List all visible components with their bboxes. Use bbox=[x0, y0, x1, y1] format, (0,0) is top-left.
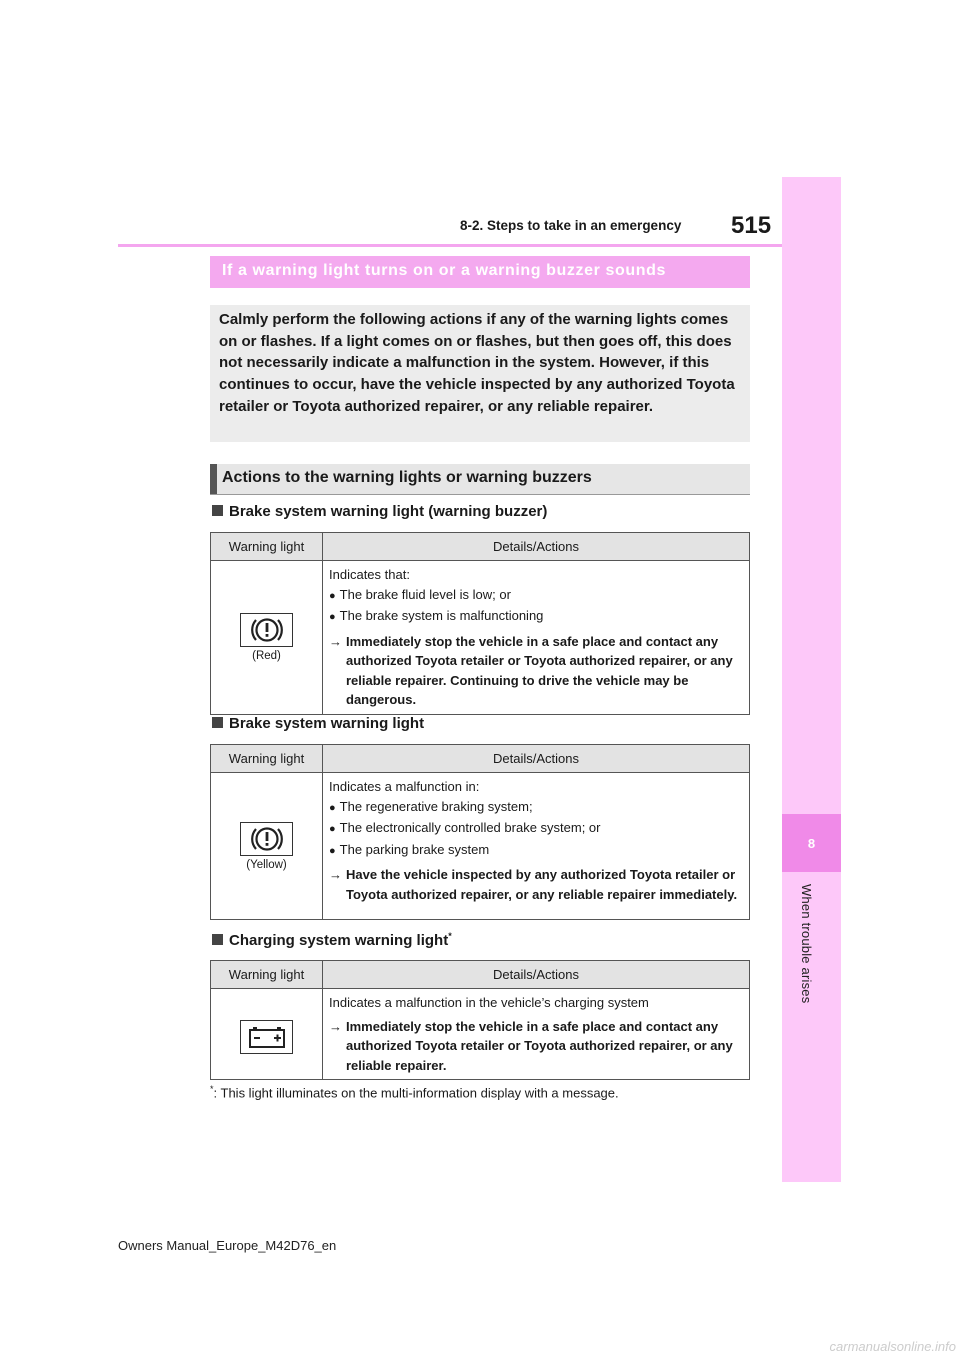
section-title: 8-2. Steps to take in an emergency bbox=[460, 218, 682, 233]
warning-table-brake-red bbox=[210, 532, 750, 715]
brake-warning-icon bbox=[240, 613, 293, 647]
details-intro: Indicates a malfunction in: bbox=[329, 779, 480, 794]
section-heading-charging bbox=[212, 931, 452, 949]
section-heading-text: Charging system warning light bbox=[229, 932, 449, 949]
intro-box: Calmly perform the following actions if any of the warning lights comes on or flashes. If a light comes on or flashes, but then goes off, this does not necessarily indicate a malfunction in the system. However, if this continues to occur, have the vehicle inspected by any authorized Toyota retailer or Toyota authorized repairer, or any reliable repairer. bbox=[210, 305, 750, 442]
details-bullet: ● The brake fluid level is low; or bbox=[329, 585, 743, 607]
icon-cell bbox=[211, 989, 323, 1080]
details-cell bbox=[323, 989, 750, 1080]
footer-doc-id: Owners Manual_Europe_M42D76_en bbox=[118, 1238, 337, 1253]
subheading bbox=[210, 464, 750, 495]
column-header-details: Details/Actions bbox=[323, 961, 750, 989]
brake-warning-icon bbox=[240, 822, 293, 856]
page-number: 515 bbox=[731, 212, 772, 239]
column-header-warning-light: Warning light bbox=[211, 961, 323, 989]
warning-table-charging bbox=[210, 960, 750, 1080]
square-bullet-icon bbox=[212, 717, 223, 728]
square-bullet-icon bbox=[212, 505, 223, 516]
details-action: → Immediately stop the vehicle in a safe place and contact any authorized Toyota retailer or Toyota authorized repairer, or any reliable repairer. bbox=[329, 1018, 733, 1073]
icon-cell bbox=[211, 773, 323, 920]
arrow-icon: → bbox=[329, 1018, 342, 1034]
section-heading-text: Brake system warning light bbox=[229, 715, 425, 732]
details-intro: Indicates that: bbox=[329, 567, 410, 582]
details-bullet: ● The regenerative braking system; bbox=[329, 797, 743, 819]
arrow-icon: → bbox=[329, 867, 342, 882]
details-cell bbox=[323, 773, 750, 920]
subheading-text: Actions to the warning lights or warning buzzers bbox=[222, 469, 592, 486]
footnote-mark: * bbox=[210, 1084, 214, 1094]
details-action: → Immediately stop the vehicle in a safe place and contact any authorized Toyota retailer or Toyota authorized repairer, or any reliable repairer. Continuing to drive the vehicle may be dangerous. bbox=[329, 633, 733, 707]
column-header-details: Details/Actions bbox=[323, 533, 750, 561]
column-header-details: Details/Actions bbox=[323, 745, 750, 773]
details-intro: Indicates a malfunction in the vehicle’s charging system bbox=[329, 995, 649, 1010]
details-bullet: ● The brake system is malfunctioning bbox=[329, 606, 743, 628]
footnote-text: : This light illuminates on the multi-information display with a message. bbox=[213, 1085, 619, 1101]
arrow-icon: → bbox=[329, 633, 342, 649]
header-rule bbox=[118, 244, 782, 247]
topic-banner: If a warning light turns on or a warning buzzer sounds bbox=[210, 256, 750, 288]
warning-table-brake-yellow bbox=[210, 744, 750, 920]
chapter-number[interactable]: 8 bbox=[782, 814, 841, 872]
icon-color-label: (Yellow) bbox=[246, 858, 287, 871]
subheading-bar bbox=[210, 464, 217, 494]
column-header-warning-light: Warning light bbox=[211, 745, 323, 773]
details-cell bbox=[323, 561, 750, 715]
square-bullet-icon bbox=[212, 934, 223, 945]
column-header-warning-light: Warning light bbox=[211, 533, 323, 561]
watermark[interactable]: carmanualsonline.info bbox=[829, 1339, 956, 1354]
chapter-title: When trouble arises bbox=[799, 884, 814, 1004]
details-bullet: ● The parking brake system bbox=[329, 840, 743, 862]
section-heading-text: Brake system warning light (warning buzzer) bbox=[229, 503, 548, 520]
footnote bbox=[210, 1084, 619, 1100]
chapter-tab bbox=[782, 177, 841, 1182]
section-heading-brake bbox=[212, 714, 424, 732]
section-heading-brake-buzzer bbox=[212, 502, 547, 520]
icon-cell bbox=[211, 561, 323, 715]
details-action: → Have the vehicle inspected by any authorized Toyota retailer or Toyota authorized repairer, or any reliable repairer immediately. bbox=[329, 867, 738, 902]
battery-icon bbox=[240, 1020, 293, 1054]
footnote-mark: * bbox=[448, 931, 452, 941]
icon-color-label: (Red) bbox=[252, 649, 281, 662]
details-bullet: ● The electronically controlled brake system; or bbox=[329, 818, 743, 840]
